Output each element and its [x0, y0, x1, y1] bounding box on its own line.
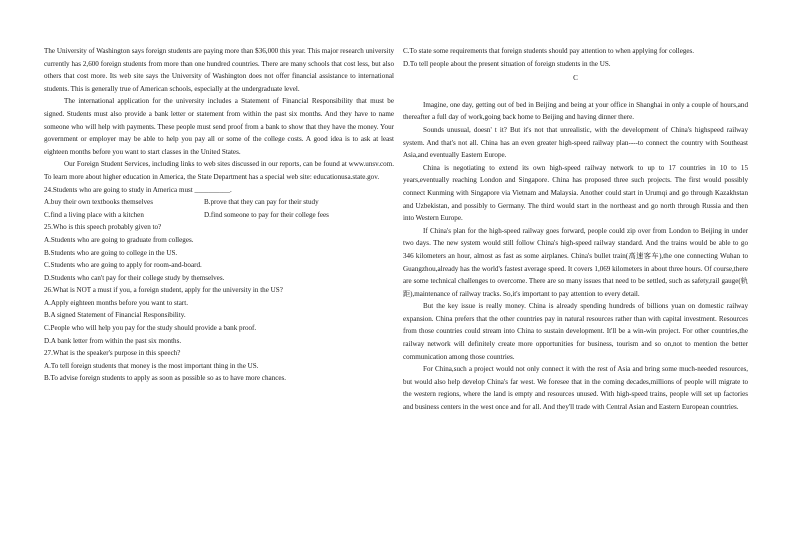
section-heading: C — [573, 74, 578, 83]
question-stem: 24.Students who are going to study in America must __________. — [44, 185, 232, 194]
option-a: A.To tell foreign students that money is the most important thing in the US. — [44, 361, 259, 370]
option-d: D.find someone to pay for their college fees — [204, 210, 329, 219]
passage-paragraph-6: For China,such a project would not only connect it with the rest of Asia and bring some much-needed resources, but would also help develop China's far west. We foresee that in the coming decades,millions of people will migrate to the western regions, where the land is empty and resources unused. With high-speed trains, people will set up factories and business centers in the west once and for all. And they'll trade with Central Asian and Eastern European countries. — [403, 365, 748, 412]
option-row — [44, 209, 394, 222]
option-c: C.To state some requirements that foreign students should pay attention to when applying for colleges. — [403, 47, 695, 55]
question-27 — [44, 347, 394, 385]
right-column — [403, 45, 748, 414]
option-a: A.Students who are going to graduate from colleges. — [44, 235, 194, 244]
question-25 — [44, 221, 394, 284]
spacer — [403, 91, 748, 99]
question-stem: 27.What is the speaker's purpose in this speech? — [44, 349, 181, 358]
passage-paragraph-2: The international application for the university includes a Statement of Financial Responsibility that must be signed. Students must also provide a bank letter or statement from within the past six months. And they have to name someone who will help with payments. These people must send proof from a bank to show that they have the money. Your government or employer may be able to help you pay all or some of the college costs. A good idea is to ask at least eighteen months before you want to start classes in the United States. — [44, 97, 394, 156]
passage-paragraph-3: China is negotiating to extend its own high-speed railway network to up to 17 countries in 10 to 15 years,eventually reaching London and Singapore. China has proposed three such projects. The first would possibly connect Kunming with Singapore via Vietnam and Malaysia. Another could start in Urumqi and go through Kazakhstan and Uzbekistan, and possibly to Germany. The third would start in the northeast and go north through Russia and then into Western Europe. — [403, 163, 748, 223]
passage-paragraph-1: Imagine, one day, getting out of bed in Beijing and being at your office in Shanghai in only a couple of hours,and thereafter a full day of work,going back home to Beijing and having dinner there. — [403, 100, 748, 122]
option-c: C.Students who are going to apply for room-and-board. — [44, 261, 202, 270]
option-b: B.A signed Statement of Financial Responsibility. — [44, 311, 186, 320]
option-a: A.Apply eighteen months before you want to start. — [44, 298, 189, 307]
passage-paragraph-4: If China's plan for the high-speed railway goes forward, people could zip over from London to Beijing in under two days. The new system would still follow China's high-speed railway standard. And the trains would be able to go 346 kilometers an hour, almost as fast as some airplanes. China's bullet train(高速客车),the one connecting Wuhan to Guangzhou,already has the world's fastest average speed. It covers 1,069 kilometers in about three hours. Of course,there are some technical challenges to overcome. There are so many issues that need to be settled, such as safety,rail gauge(轨距),maintenance of railway tracks. So,it's important to pay attention to every detail. — [403, 226, 748, 298]
question-stem: 26.What is NOT a must if you, a foreign student, apply for the university in the US? — [44, 286, 283, 295]
option-c: C.find a living place with a kitchen — [44, 210, 144, 219]
passage-paragraph-5: But the key issue is really money. China is already spending hundreds of billions yuan on domestic railway expansion. China prefers that the other countries pay in natural resources rather than with capital investment. Resources from those countries could stream into China to sustain development. It'll be a win-win project. For other countries,the railway network will definitely create more opportunities for business, tourism and so on,not to mention the better communication among those countries. — [403, 302, 748, 361]
option-a: A.buy their own textbooks themselves — [44, 198, 153, 207]
passage-paragraph-3: Our Foreign Student Services, including links to web sites discussed in our reports, can be found at www.unsv.com. To learn more about higher education in America, the State Department has a special web site: educationusa.state.gov. — [44, 160, 394, 181]
option-d: D.A bank letter from within the past six months. — [44, 336, 182, 345]
option-d: D.Students who can't pay for their college study by themselves. — [44, 273, 225, 282]
left-column — [44, 45, 394, 385]
option-b: B.To advise foreign students to apply as soon as possible so as to have more chances. — [44, 374, 287, 383]
option-b: B.Students who are going to college in the US. — [44, 248, 178, 257]
passage-paragraph-2: Sounds unusual, doesn' t it? But it's not that unrealistic, with the development of China's highspeed railway system. And that's not all. China has an even greater high-speed railway plan----to connect the country with Southeast Asia,and eventually Eastern Europe. — [403, 125, 748, 160]
question-stem: 25.Who is this speech probably given to? — [44, 223, 162, 232]
question-24 — [44, 184, 394, 222]
passage-paragraph-1: The University of Washington says foreign students are paying more than $36,000 this year. This major research university currently has 2,600 foreign students from more than one hundred countries. There are many schools that cost less, but also others that cost more. Its web site says the University of Washington does not offer financial assistance to international students. This is generally true of American schools, especially at the undergraduate level. — [44, 47, 394, 93]
option-row — [44, 196, 394, 209]
option-b: B.prove that they can pay for their study — [204, 198, 319, 207]
question-26 — [44, 284, 394, 347]
option-d: D.To tell people about the present situation of foreign students in the US. — [403, 59, 611, 68]
option-c: C.People who will help you pay for the study should provide a bank proof. — [44, 324, 257, 333]
